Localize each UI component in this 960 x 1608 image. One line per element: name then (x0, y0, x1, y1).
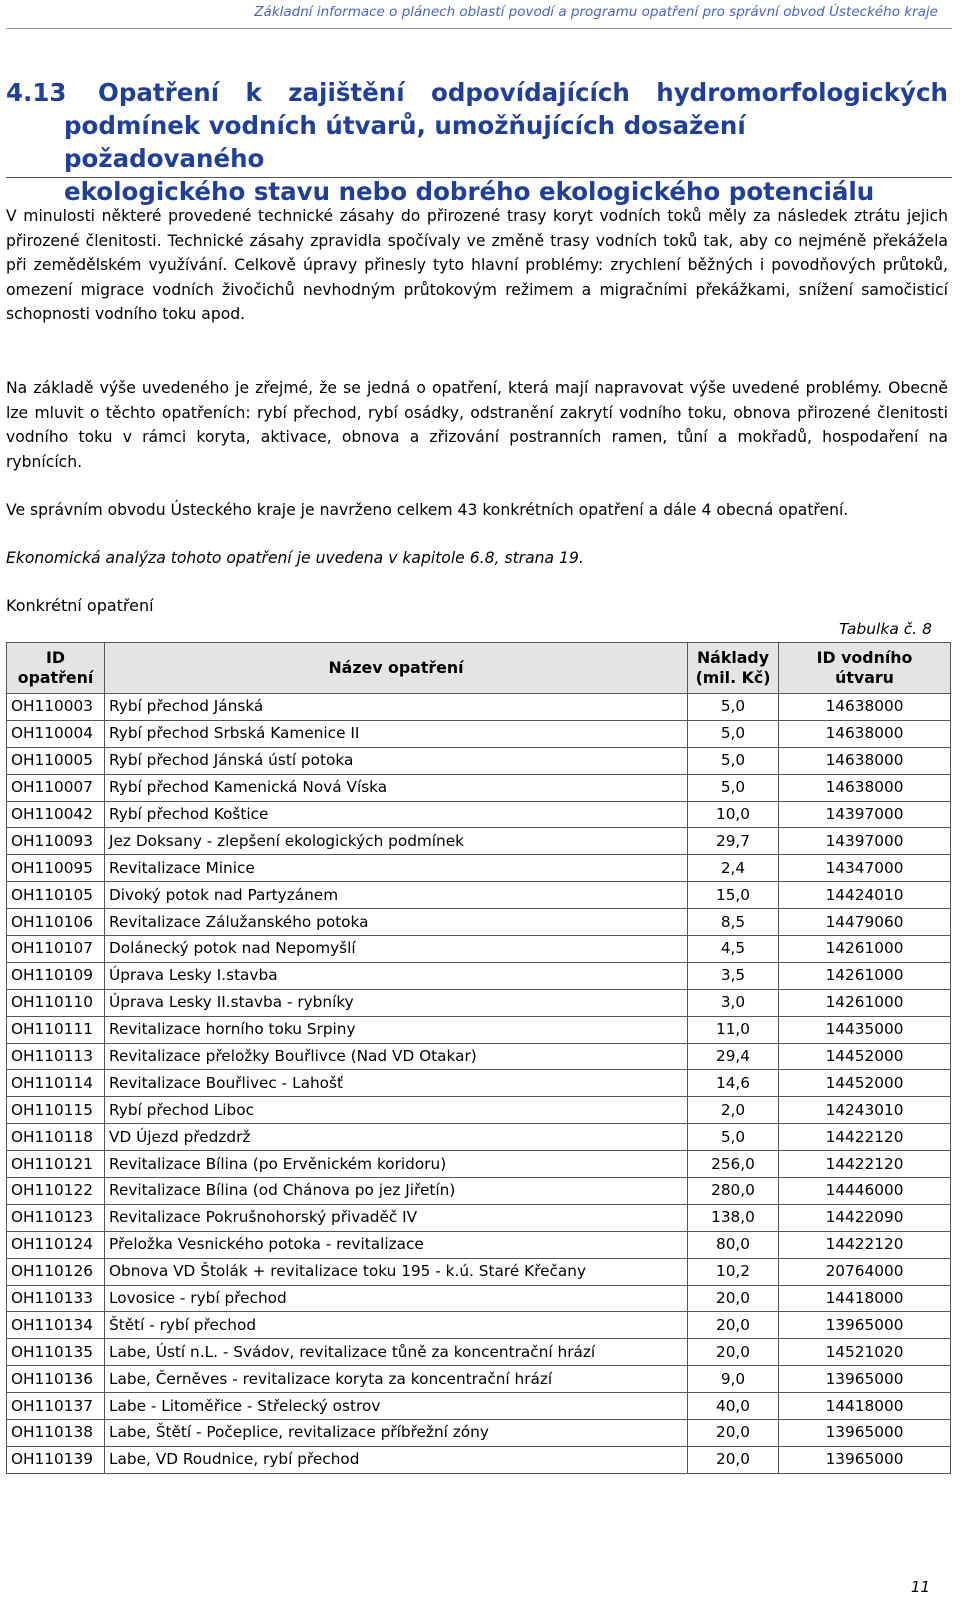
cell-cost: 5,0 (688, 1124, 779, 1151)
cell-measure-name: Revitalizace Zálužanského potoka (105, 909, 688, 936)
cell-measure-name: Přeložka Vesnického potoka - revitalizace (105, 1231, 688, 1258)
cell-measure-name: Revitalizace Bílina (po Ervěnickém koridoru) (105, 1151, 688, 1178)
header-cost-line-2: (mil. Kč) (695, 668, 771, 687)
section-title (6, 76, 952, 208)
table-row (7, 1393, 951, 1420)
cell-measure-name: Rybí přechod Koštice (105, 801, 688, 828)
header-rule (6, 28, 952, 29)
cell-cost: 3,5 (688, 962, 779, 989)
cell-measure-name: Labe, Štětí - Počeplice, revitalizace příbřežní zóny (105, 1420, 688, 1447)
header-water-line-1: ID vodního (816, 648, 913, 667)
cell-cost: 20,0 (688, 1420, 779, 1447)
cell-water-body-id: 13965000 (779, 1366, 951, 1393)
header-water-body (779, 643, 951, 694)
cell-measure-id: OH110105 (7, 882, 105, 909)
table-row (7, 720, 951, 747)
table-row (7, 828, 951, 855)
cell-water-body-id: 14479060 (779, 909, 951, 936)
cell-measure-name: Labe - Litoměřice - Střelecký ostrov (105, 1393, 688, 1420)
cell-measure-id: OH110118 (7, 1124, 105, 1151)
cell-measure-id: OH110121 (7, 1151, 105, 1178)
paragraph-count: Ve správním obvodu Ústeckého kraje je navrženo celkem 43 konkrétních opatření a dále 4 obecná opatření. (6, 501, 849, 519)
cell-measure-name: Revitalizace Bílina (od Chánova po jez Jiřetín) (105, 1178, 688, 1205)
table-row (7, 1231, 951, 1258)
table-row (7, 1043, 951, 1070)
cell-measure-id: OH110123 (7, 1204, 105, 1231)
paragraph-economic-note: Ekonomická analýza tohoto opatření je uvedena v kapitole 6.8, strana 19. (6, 549, 584, 567)
cell-cost: 2,0 (688, 1097, 779, 1124)
cell-water-body-id: 14638000 (779, 774, 951, 801)
table-caption: Tabulka č. 8 (839, 620, 932, 638)
header-name: Název opatření (105, 643, 688, 694)
cell-measure-id: OH110137 (7, 1393, 105, 1420)
cell-measure-id: OH110135 (7, 1339, 105, 1366)
cell-cost: 138,0 (688, 1204, 779, 1231)
cell-cost: 8,5 (688, 909, 779, 936)
cell-measure-id: OH110005 (7, 747, 105, 774)
cell-measure-name: Rybí přechod Jánská ústí potoka (105, 747, 688, 774)
table-row (7, 1339, 951, 1366)
paragraph-measures: Na základě výše uvedeného je zřejmé, že se jedná o opatření, která mají napravovat výše uvedené problémy. Obecně lze mluvit o těchto opatřeních: rybí přechod, rybí osádky, odstranění zakrytí vodního toku, obnova přirozené členitosti vodního toku v rámci koryta, aktivace, obnova a zřizování postranních ramen, tůní a mokřadů, hospodaření na rybnících. (6, 379, 948, 471)
table-row (7, 962, 951, 989)
cell-measure-id: OH110139 (7, 1446, 105, 1473)
cell-measure-name: Rybí přechod Jánská (105, 694, 688, 721)
cell-measure-id: OH110003 (7, 694, 105, 721)
cell-cost: 2,4 (688, 855, 779, 882)
cell-cost: 11,0 (688, 1016, 779, 1043)
cell-water-body-id: 14422120 (779, 1231, 951, 1258)
cell-cost: 20,0 (688, 1339, 779, 1366)
cell-measure-name: Divoký potok nad Partyzánem (105, 882, 688, 909)
cell-cost: 5,0 (688, 747, 779, 774)
cell-cost: 15,0 (688, 882, 779, 909)
table-row (7, 882, 951, 909)
table-row (7, 1097, 951, 1124)
table-row (7, 1151, 951, 1178)
cell-cost: 20,0 (688, 1312, 779, 1339)
cell-cost: 29,4 (688, 1043, 779, 1070)
cell-measure-id: OH110007 (7, 774, 105, 801)
cell-water-body-id: 13965000 (779, 1446, 951, 1473)
cell-measure-id: OH110107 (7, 936, 105, 963)
cell-water-body-id: 14347000 (779, 855, 951, 882)
cell-water-body-id: 20764000 (779, 1258, 951, 1285)
cell-cost: 256,0 (688, 1151, 779, 1178)
paragraph-intro: V minulosti některé provedené technické zásahy do přirozené trasy koryt vodních toků měly za následek ztrátu jejich přirozené členitosti. Technické zásahy zpravidla spočívaly ve změně trasy vodních toků tak, aby co nejméně překážela při zemědělském využívání. Celkově úpravy přinesly tyto hlavní problémy: zrychlení běžných i povodňových průtoků, omezení migrace vodních živočichů nevhodným průtokovým režimem a migračními překážkami, snížení samočisticí schopnosti vodního toku apod. (6, 207, 948, 323)
cell-measure-name: Úprava Lesky I.stavba (105, 962, 688, 989)
cell-water-body-id: 14397000 (779, 828, 951, 855)
cell-water-body-id: 14638000 (779, 694, 951, 721)
cell-cost: 5,0 (688, 774, 779, 801)
table-row (7, 1446, 951, 1473)
cell-measure-name: Rybí přechod Srbská Kamenice II (105, 720, 688, 747)
running-header: Základní informace o plánech oblastí povodí a programu opatření pro správní obvod Ústeckého kraje (254, 4, 938, 20)
cell-measure-name: Revitalizace Bouřlivec - Lahošť (105, 1070, 688, 1097)
table-row (7, 1178, 951, 1205)
cell-cost: 29,7 (688, 828, 779, 855)
cell-measure-id: OH110124 (7, 1231, 105, 1258)
cell-measure-name: Lovosice - rybí přechod (105, 1285, 688, 1312)
cell-measure-id: OH110134 (7, 1312, 105, 1339)
table-row (7, 1124, 951, 1151)
cell-measure-id: OH110109 (7, 962, 105, 989)
table-row (7, 1312, 951, 1339)
table-row (7, 1070, 951, 1097)
cell-cost: 4,5 (688, 936, 779, 963)
cell-measure-name: VD Újezd předzdrž (105, 1124, 688, 1151)
page-number: 11 (910, 1578, 930, 1596)
title-rule (6, 177, 952, 178)
cell-water-body-id: 14422120 (779, 1124, 951, 1151)
cell-measure-id: OH110122 (7, 1178, 105, 1205)
cell-water-body-id: 14446000 (779, 1178, 951, 1205)
header-water-line-2: útvaru (835, 668, 894, 687)
section-title-line-1: Opatření k zajištění odpovídajících hydromorfologických (98, 78, 948, 107)
cell-cost: 14,6 (688, 1070, 779, 1097)
header-id-line-1: ID (46, 648, 65, 667)
cell-water-body-id: 14638000 (779, 720, 951, 747)
table-row (7, 1420, 951, 1447)
cell-measure-name: Jez Doksany - zlepšení ekologických podmínek (105, 828, 688, 855)
table-row (7, 1204, 951, 1231)
cell-measure-id: OH110136 (7, 1366, 105, 1393)
cell-water-body-id: 14418000 (779, 1393, 951, 1420)
subheading: Konkrétní opatření (6, 596, 154, 615)
table-row (7, 774, 951, 801)
cell-measure-name: Revitalizace Minice (105, 855, 688, 882)
table-row (7, 801, 951, 828)
cell-measure-id: OH110095 (7, 855, 105, 882)
cell-cost: 10,2 (688, 1258, 779, 1285)
cell-water-body-id: 14424010 (779, 882, 951, 909)
table-row (7, 747, 951, 774)
cell-measure-name: Rybí přechod Kamenická Nová Víska (105, 774, 688, 801)
cell-cost: 10,0 (688, 801, 779, 828)
cell-measure-id: OH110111 (7, 1016, 105, 1043)
cell-measure-name: Revitalizace přeložky Bouřlivce (Nad VD Otakar) (105, 1043, 688, 1070)
cell-water-body-id: 14452000 (779, 1043, 951, 1070)
cell-water-body-id: 14638000 (779, 747, 951, 774)
table-row (7, 909, 951, 936)
table-row (7, 1016, 951, 1043)
cell-measure-name: Rybí přechod Liboc (105, 1097, 688, 1124)
cell-water-body-id: 14397000 (779, 801, 951, 828)
cell-water-body-id: 14422120 (779, 1151, 951, 1178)
cell-measure-name: Štětí - rybí přechod (105, 1312, 688, 1339)
cell-measure-name: Obnova VD Štolák + revitalizace toku 195 - k.ú. Staré Křečany (105, 1258, 688, 1285)
cell-measure-name: Revitalizace horního toku Srpiny (105, 1016, 688, 1043)
section-title-line-2: podmínek vodních útvarů, umožňujících dosažení požadovaného (64, 111, 746, 173)
table-header-row (7, 643, 951, 694)
header-cost (688, 643, 779, 694)
cell-water-body-id: 14243010 (779, 1097, 951, 1124)
table-row (7, 936, 951, 963)
cell-cost: 40,0 (688, 1393, 779, 1420)
cell-measure-name: Úprava Lesky II.stavba - rybníky (105, 989, 688, 1016)
header-cost-line-1: Náklady (696, 648, 770, 667)
cell-water-body-id: 14452000 (779, 1070, 951, 1097)
cell-water-body-id: 14422090 (779, 1204, 951, 1231)
cell-cost: 5,0 (688, 720, 779, 747)
cell-cost: 20,0 (688, 1446, 779, 1473)
cell-water-body-id: 14261000 (779, 989, 951, 1016)
cell-measure-id: OH110113 (7, 1043, 105, 1070)
cell-measure-id: OH110106 (7, 909, 105, 936)
cell-water-body-id: 14261000 (779, 936, 951, 963)
cell-measure-id: OH110093 (7, 828, 105, 855)
cell-cost: 9,0 (688, 1366, 779, 1393)
cell-water-body-id: 13965000 (779, 1420, 951, 1447)
cell-measure-id: OH110126 (7, 1258, 105, 1285)
table-row (7, 694, 951, 721)
cell-water-body-id: 14435000 (779, 1016, 951, 1043)
cell-measure-name: Labe, VD Roudnice, rybí přechod (105, 1446, 688, 1473)
cell-measure-id: OH110138 (7, 1420, 105, 1447)
table-row (7, 1258, 951, 1285)
measures-table (6, 642, 951, 1474)
section-title-line-3: ekologického stavu nebo dobrého ekologického potenciálu (64, 177, 875, 206)
cell-measure-name: Revitalizace Pokrušnohorský přivaděč IV (105, 1204, 688, 1231)
cell-measure-id: OH110133 (7, 1285, 105, 1312)
table-row (7, 855, 951, 882)
cell-measure-name: Labe, Černěves - revitalizace koryta za koncentrační hrází (105, 1366, 688, 1393)
section-number: 4.13 (6, 78, 67, 107)
cell-measure-id: OH110115 (7, 1097, 105, 1124)
cell-measure-name: Labe, Ústí n.L. - Svádov, revitalizace tůně za koncentrační hrází (105, 1339, 688, 1366)
cell-water-body-id: 14521020 (779, 1339, 951, 1366)
cell-cost: 5,0 (688, 694, 779, 721)
table-row (7, 1366, 951, 1393)
cell-cost: 80,0 (688, 1231, 779, 1258)
table-row (7, 989, 951, 1016)
cell-measure-id: OH110110 (7, 989, 105, 1016)
cell-measure-id: OH110114 (7, 1070, 105, 1097)
cell-cost: 280,0 (688, 1178, 779, 1205)
cell-measure-id: OH110042 (7, 801, 105, 828)
cell-cost: 3,0 (688, 989, 779, 1016)
header-id-line-2: opatření (17, 668, 94, 687)
cell-measure-id: OH110004 (7, 720, 105, 747)
cell-water-body-id: 13965000 (779, 1312, 951, 1339)
cell-water-body-id: 14418000 (779, 1285, 951, 1312)
cell-water-body-id: 14261000 (779, 962, 951, 989)
cell-measure-name: Dolánecký potok nad Nepomyšlí (105, 936, 688, 963)
table-row (7, 1285, 951, 1312)
header-id (7, 643, 105, 694)
cell-cost: 20,0 (688, 1285, 779, 1312)
